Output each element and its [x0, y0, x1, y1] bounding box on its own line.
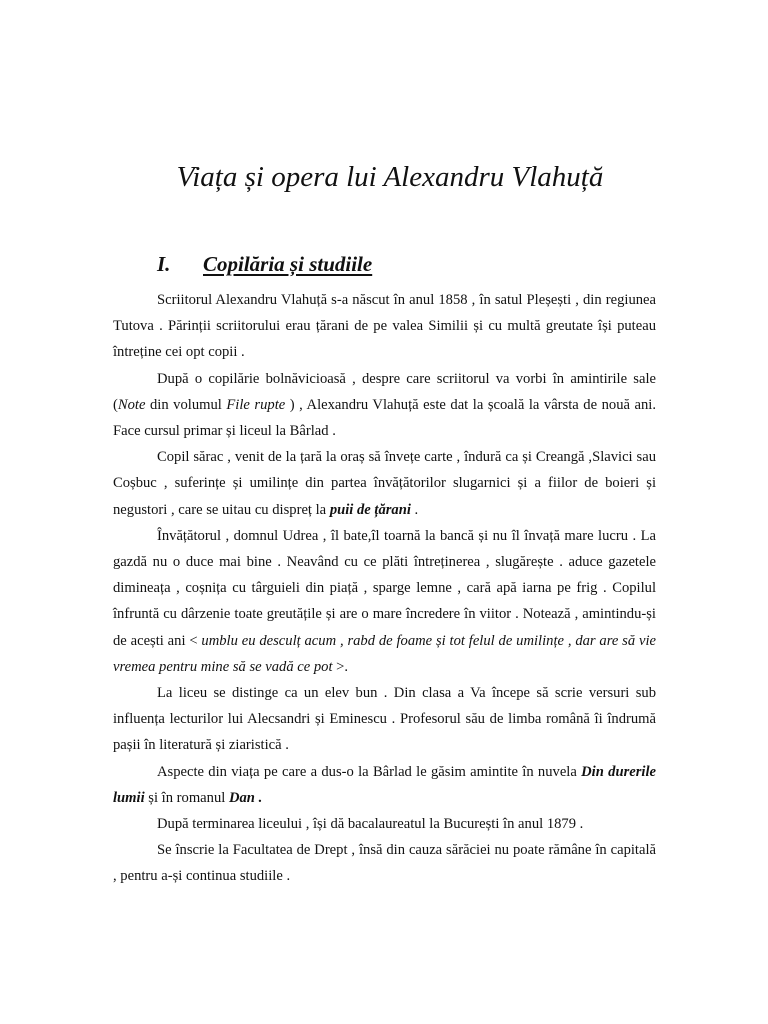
- paragraph-6-text-a: Aspecte din viața pe care a dus-o la Bârlad le găsim amintite în nuvela: [157, 763, 582, 780]
- paragraph-5: La liceu se distinge ca un elev bun . Din clasa a Va începe să scrie versuri sub influența lecturilor lui Alecsandri și Eminescu . Profesorul său de limba română îi îndrumă pașii în literatură și ziaristică .: [113, 685, 656, 754]
- paragraph-2: [113, 366, 656, 445]
- paragraph-6-text-b: și în romanul: [144, 789, 229, 806]
- section-number: I.: [157, 252, 171, 276]
- paragraph-3-text-a: Copil sărac , venit de la țară la oraș să învețe carte , îndură ca și Creangă ,Slavici sau Coșbuc , suferințe și umilințe din partea învățătorilor slugarnici și a fiilor de boieri și negustori , care se uitau cu dispreț la: [113, 449, 656, 518]
- document-title: Viața și opera lui Alexandru Vlahuță: [176, 161, 604, 193]
- paragraph-4-text-b: >.: [332, 658, 349, 675]
- paragraph-8: Se înscrie la Facultatea de Drept , însă din cauza sărăciei nu poate rămâne în capitală , pentru a-și continua studiile .: [113, 842, 656, 885]
- paragraph-2-note: Note: [117, 396, 146, 413]
- paragraph-4: [113, 523, 656, 680]
- body-text: [113, 287, 656, 890]
- paragraph-2-text-a: După o copilărie bolnăvicioasă , despre care scriitorul va vorbi în amintirile sale (: [113, 370, 656, 413]
- section-label: Copilăria și studiile: [203, 252, 373, 276]
- paragraph-2-volume-title: File rupte: [226, 396, 286, 413]
- paragraph-2-text-c: ) , Alexandru Vlahuță este dat la școală la vârsta de nouă ani. Face cursul primar și liceul la Bârlad .: [113, 396, 656, 440]
- paragraph-3-text-b: .: [410, 501, 419, 518]
- paragraph-4-quote: umblu eu desculț acum , rabd de foame și tot felul de umilințe , dar are să vie vremea pentru mine să se vadă ce pot: [113, 632, 656, 675]
- paragraph-3-emphasis: puii de țărani: [329, 501, 411, 518]
- paragraph-6-novella-title: Din durerile lumii: [113, 763, 656, 806]
- paragraph-7: După terminarea liceului , își dă bacalaureatul la București în anul 1879 .: [157, 816, 584, 833]
- paragraph-1: Scriitorul Alexandru Vlahuță s-a născut în anul 1858 , în satul Pleșești , din regiunea Tutova . Părinții scriitorului erau țărani de pe valea Similii și cu multă greutate își puteau întreține cei opt copii .: [113, 292, 656, 361]
- paragraph-4-text-a: Învățătorul , domnul Udrea , îl bate,îl toarnă la bancă și nu îl învață mare lucru . La gazdă nu o duce mai bine . Neavând cu ce plăti întreținerea , slugărește . aduce gazetele dimineața , coșnița cu târguieli din piață , sparge lemne , cară apă iarna pe frig . Copilul înfruntă cu dârzenie toate greutățile și are o mare încredere în viitor . Notează , amintindu-și de acești ani <: [113, 527, 656, 649]
- paragraph-6: [113, 759, 656, 811]
- paragraph-3: [113, 444, 656, 523]
- section-heading: [157, 249, 372, 279]
- paragraph-2-text-b: din volumul: [145, 396, 227, 413]
- paragraph-6-novel-title: Dan .: [228, 789, 263, 806]
